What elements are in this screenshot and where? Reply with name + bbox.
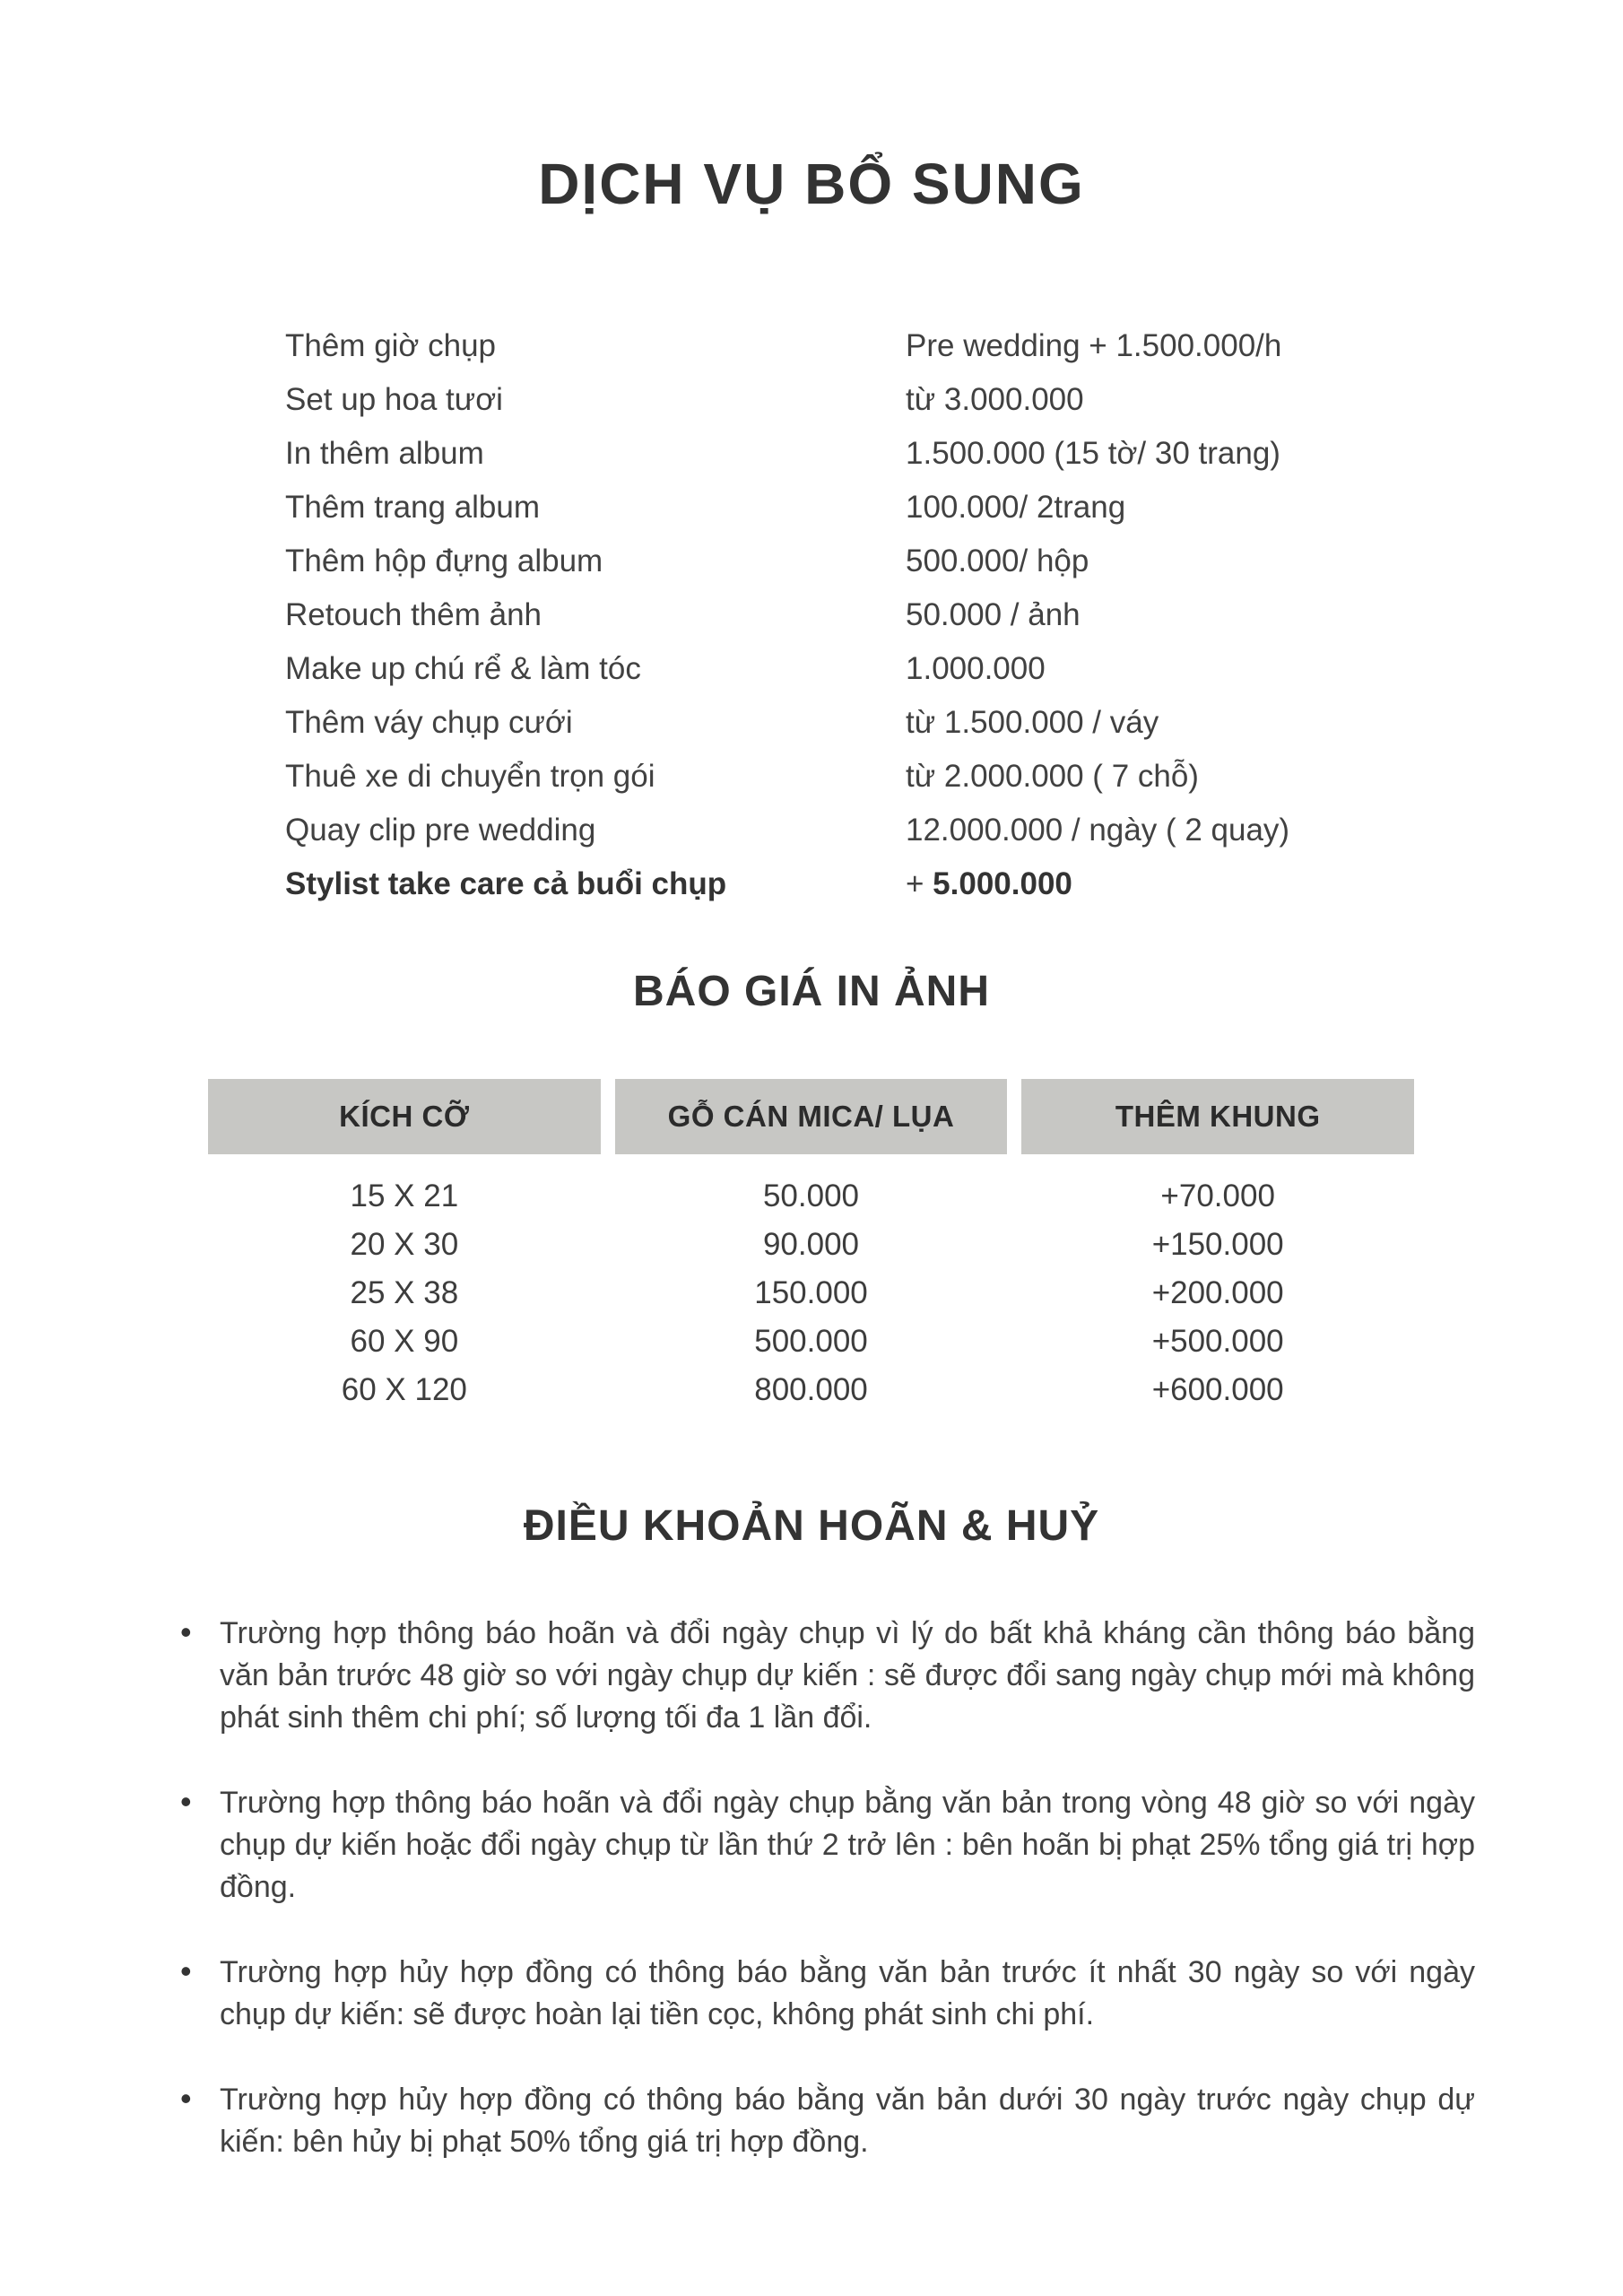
service-price-value: từ 3.000.000 — [906, 382, 1084, 417]
service-price-value: 5.000.000 — [933, 866, 1072, 901]
service-price-value: 50.000 / ảnh — [906, 597, 1081, 632]
terms-bullet-text: Trường hợp hủy hợp đồng có thông báo bằng văn bản trước ít nhất 30 ngày so với ngày chụp dự kiến: sẽ được hoàn lại tiền cọc, không phát sinh chi phí. — [220, 1955, 1475, 2031]
price-table — [208, 1079, 1414, 1414]
service-label: Make up chú rể & làm tóc — [285, 651, 641, 686]
terms-list — [180, 1613, 1475, 2206]
terms-bullet-item — [180, 1613, 1475, 1739]
terms-bullet-item — [180, 1782, 1475, 1909]
table-header-cell: KÍCH CỠ — [208, 1079, 601, 1154]
service-price-value: 1.500.000 (15 tờ/ 30 trang) — [906, 436, 1280, 471]
terms-bullet-text: Trường hợp hủy hợp đồng có thông báo bằng văn bản dưới 30 ngày trước ngày chụp dự kiến: bên hủy bị phạt 50% tổng giá trị hợp đồng. — [220, 2083, 1475, 2159]
table-cell: +600.000 — [1151, 1372, 1284, 1407]
table-cell: 500.000 — [754, 1324, 868, 1359]
bullet-icon: • — [180, 1783, 192, 1820]
terms-bullet-item — [180, 1952, 1475, 2036]
service-label: Thêm giờ chụp — [285, 328, 497, 363]
service-price — [906, 705, 1159, 741]
service-price-value: 1.000.000 — [906, 651, 1046, 686]
service-row — [285, 750, 1433, 804]
table-cell: +150.000 — [1151, 1227, 1284, 1262]
table-cell: 60 X 120 — [341, 1372, 467, 1407]
service-price — [906, 759, 1199, 795]
table-cell: 25 X 38 — [350, 1275, 459, 1310]
table-row — [208, 1269, 1414, 1318]
table-header-cell: THÊM KHUNG — [1021, 1079, 1414, 1154]
service-label: Thêm váy chụp cưới — [285, 705, 573, 740]
service-label: Thêm trang album — [285, 490, 541, 525]
table-cell: 20 X 30 — [350, 1227, 459, 1262]
table-cell: 90.000 — [762, 1227, 860, 1262]
service-price-value: từ 2.000.000 ( 7 chỗ) — [906, 759, 1199, 794]
terms-bullet-item — [180, 2079, 1475, 2163]
bullet-icon: • — [180, 1952, 192, 1989]
service-price — [906, 328, 1281, 364]
table-row — [208, 1221, 1414, 1269]
terms-bullet-text: Trường hợp thông báo hoãn và đổi ngày chụp vì lý do bất khả kháng cần thông báo bằng văn bản trước 48 giờ so với ngày chụp dự kiến : sẽ được đổi sang ngày chụp mới mà không phát sinh thêm chi phí; số lượng tối đa 1 lần đổi. — [220, 1616, 1475, 1735]
table-cell: 60 X 90 — [350, 1324, 459, 1359]
table-cell: +70.000 — [1160, 1178, 1275, 1213]
service-price — [906, 490, 1125, 526]
table-row — [208, 1318, 1414, 1366]
service-price — [906, 651, 1046, 687]
service-price-prefix: + — [906, 866, 933, 901]
service-label: Quay clip pre wedding — [285, 813, 596, 848]
service-row — [285, 427, 1433, 481]
service-label: Stylist take care cả buổi chụp — [285, 866, 727, 901]
service-label: Thêm hộp đựng album — [285, 544, 603, 578]
service-price-value: 12.000.000 / ngày ( 2 quay) — [906, 813, 1290, 848]
bullet-icon: • — [180, 2080, 192, 2117]
terms-bullet-text: Trường hợp thông báo hoãn và đổi ngày chụp bằng văn bản trong vòng 48 giờ so với ngày chụp dự kiến hoặc đổi ngày chụp từ lần thứ 2 trở lên : bên hoãn bị phạt 25% tổng giá trị hợp đồng. — [220, 1786, 1475, 1904]
price-table-body — [208, 1172, 1414, 1414]
service-price — [906, 813, 1289, 848]
service-row — [285, 696, 1433, 750]
service-price — [906, 382, 1084, 418]
service-row — [285, 535, 1433, 588]
service-row — [285, 319, 1433, 373]
service-price-value: từ 1.500.000 / váy — [906, 705, 1159, 740]
service-price — [906, 544, 1089, 579]
service-row — [285, 588, 1433, 642]
service-label: Thuê xe di chuyển trọn gói — [285, 759, 655, 794]
price-table-header — [208, 1079, 1414, 1154]
table-header-cell: GỖ CÁN MICA/ LỤA — [615, 1079, 1008, 1154]
service-price — [906, 597, 1081, 633]
table-cell: 150.000 — [754, 1275, 868, 1310]
table-cell: 50.000 — [762, 1178, 860, 1213]
services-list — [285, 319, 1433, 911]
service-price-value: 100.000/ 2trang — [906, 490, 1126, 525]
table-cell: +500.000 — [1151, 1324, 1284, 1359]
service-price-value: Pre wedding + 1.500.000/h — [906, 328, 1282, 363]
service-label: Set up hoa tươi — [285, 382, 503, 417]
print-pricing-heading: BÁO GIÁ IN ẢNH — [633, 968, 990, 1015]
service-price-value: 500.000/ hộp — [906, 544, 1089, 578]
bullet-icon: • — [180, 1613, 192, 1650]
service-label: Retouch thêm ảnh — [285, 597, 542, 632]
table-cell: 15 X 21 — [350, 1178, 459, 1213]
terms-heading: ĐIỀU KHOẢN HOÃN & HUỶ — [523, 1502, 1100, 1550]
service-row — [285, 857, 1433, 911]
table-row — [208, 1366, 1414, 1414]
page-title: DỊCH VỤ BỔ SUNG — [538, 152, 1085, 216]
table-row — [208, 1172, 1414, 1221]
service-price — [906, 436, 1280, 472]
table-cell: +200.000 — [1151, 1275, 1284, 1310]
service-row — [285, 373, 1433, 427]
service-row — [285, 642, 1433, 696]
service-label: In thêm album — [285, 436, 484, 471]
table-cell: 800.000 — [754, 1372, 868, 1407]
service-row — [285, 481, 1433, 535]
service-price — [906, 866, 1072, 902]
service-row — [285, 804, 1433, 857]
